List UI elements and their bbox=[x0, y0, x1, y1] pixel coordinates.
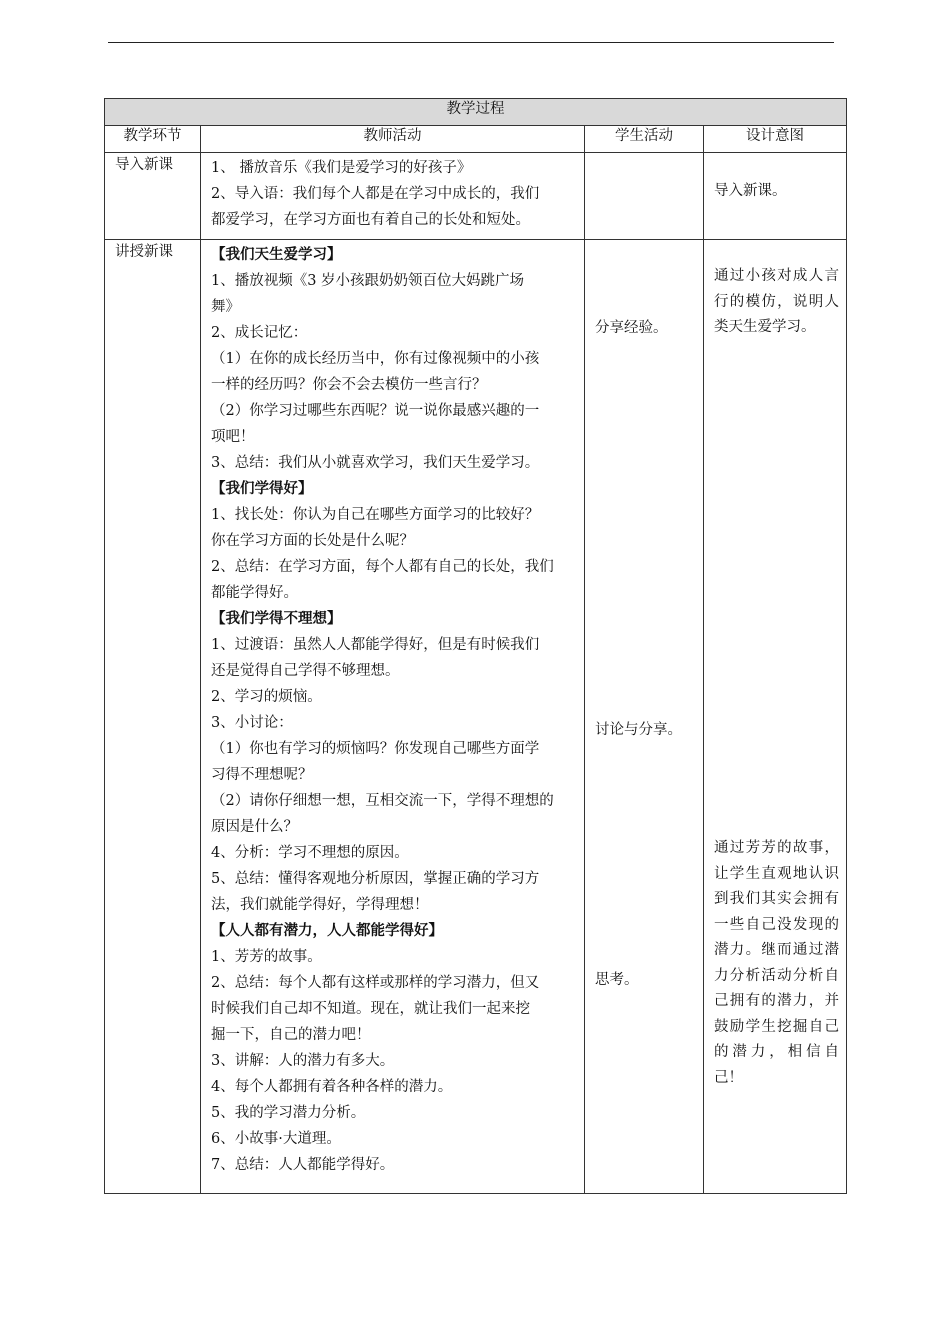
teacher-line: 7、总结：人人都能学得好。 bbox=[211, 1157, 395, 1173]
teacher-line: 你在学习方面的长处是什么呢？ bbox=[211, 533, 414, 549]
section-heading: 【人人都有潜力，人人都能学得好】 bbox=[211, 922, 443, 939]
section-heading: 【我们学得好】 bbox=[211, 480, 313, 497]
teacher-line: 1、找长处：你认为自己在哪些方面学习的比较好？ bbox=[211, 507, 540, 523]
header-stage: 教学环节 bbox=[105, 126, 201, 153]
teacher-line: 时候我们自己却不知道。现在，就让我们一起来挖 bbox=[211, 1001, 530, 1017]
table-row-intro bbox=[105, 153, 847, 240]
student-activity-text: 分享经验。 bbox=[595, 320, 668, 336]
teacher-line: 4、每个人都拥有着各种各样的潜力。 bbox=[211, 1079, 453, 1095]
design-intent-cell bbox=[704, 240, 847, 1194]
teacher-line: 原因是什么？ bbox=[211, 819, 298, 835]
teacher-line: （2）请你仔细想一想，互相交流一下，学得不理想的 bbox=[211, 793, 554, 809]
teacher-line: 习得不理想呢？ bbox=[211, 767, 313, 783]
teacher-line: 5、总结：懂得客观地分析原因，掌握正确的学习方 bbox=[211, 871, 540, 887]
section-heading: 【我们天生爱学习】 bbox=[211, 246, 342, 263]
teacher-line: （2）你学习过哪些东西呢？说一说你最感兴趣的一 bbox=[211, 403, 540, 419]
table-title-row bbox=[105, 99, 847, 126]
header-design-intent: 设计意图 bbox=[704, 126, 847, 153]
header-student-activity: 学生活动 bbox=[585, 126, 704, 153]
teacher-line: 2、总结：每个人都有这样或那样的学习潜力，但又 bbox=[211, 975, 540, 991]
teacher-line: 1、芳芳的故事。 bbox=[211, 949, 322, 965]
teacher-line: 都能学得好。 bbox=[211, 585, 298, 601]
teacher-line: 6、小故事·大道理。 bbox=[211, 1131, 341, 1147]
teacher-line: 舞》 bbox=[211, 299, 240, 315]
design-intent-cell bbox=[704, 153, 847, 240]
teacher-line: 1、 播放音乐《我们是爱学习的好孩子》 bbox=[211, 160, 472, 176]
design-intent-text: 导入新课。 bbox=[714, 183, 787, 199]
table-header-row bbox=[105, 126, 847, 153]
teacher-line: 2、学习的烦恼。 bbox=[211, 689, 322, 705]
design-intent-text: 通过芳芳的故事，让学生直观地认识到我们其实会拥有一些自己没发现的潜力。继而通过潜力分析活动分析自己拥有的潜力，并鼓励学生挖掘自己的潜力，相信自己！ bbox=[714, 840, 839, 1086]
teacher-activity-cell bbox=[201, 240, 585, 1194]
teacher-line: 1、播放视频《3 岁小孩跟奶奶领百位大妈跳广场 bbox=[211, 273, 525, 289]
stage-cell: 导入新课 bbox=[105, 153, 201, 240]
teacher-line: 3、总结：我们从小就喜欢学习，我们天生爱学习。 bbox=[211, 455, 540, 471]
teacher-line: 2、导入语：我们每个人都是在学习中成长的，我们 bbox=[211, 186, 540, 202]
teacher-line: （1）在你的成长经历当中，你有过像视频中的小孩 bbox=[211, 351, 540, 367]
table-row-new-lesson bbox=[105, 240, 847, 1194]
page-header-rule bbox=[108, 42, 834, 43]
teacher-line: 3、讲解：人的潜力有多大。 bbox=[211, 1053, 395, 1069]
teacher-line: 1、过渡语：虽然人人都能学得好，但是有时候我们 bbox=[211, 637, 540, 653]
stage-cell: 讲授新课 bbox=[105, 240, 201, 1194]
teacher-line: 2、总结：在学习方面，每个人都有自己的长处，我们 bbox=[211, 559, 554, 575]
student-activity-cell bbox=[585, 240, 704, 1194]
teacher-line: 还是觉得自己学得不够理想。 bbox=[211, 663, 400, 679]
teacher-line: 3、小讨论： bbox=[211, 715, 293, 731]
section-title: 教学过程 bbox=[105, 99, 847, 126]
header-teacher-activity: 教师活动 bbox=[201, 126, 585, 153]
student-activity-cell bbox=[585, 153, 704, 240]
teacher-line: 掘一下，自己的潜力吧！ bbox=[211, 1027, 371, 1043]
teacher-line: 5、我的学习潜力分析。 bbox=[211, 1105, 366, 1121]
design-intent-text: 通过小孩对成人言行的模仿，说明人类天生爱学习。 bbox=[714, 268, 839, 335]
student-activity-text: 讨论与分享。 bbox=[595, 722, 682, 738]
teacher-activity-cell bbox=[201, 153, 585, 240]
teacher-line: 法，我们就能学得好，学得理想！ bbox=[211, 897, 429, 913]
teacher-line: 都爱学习，在学习方面也有着自己的长处和短处。 bbox=[211, 212, 530, 228]
teacher-line: 项吧！ bbox=[211, 429, 255, 445]
student-activity-text: 思考。 bbox=[595, 972, 639, 988]
teacher-line: 2、成长记忆： bbox=[211, 325, 308, 341]
section-heading: 【我们学得不理想】 bbox=[211, 610, 342, 627]
teaching-process-table bbox=[104, 98, 847, 1194]
teacher-line: （1）你也有学习的烦恼吗？你发现自己哪些方面学 bbox=[211, 741, 540, 757]
teacher-line: 一样的经历吗？你会不会去模仿一些言行？ bbox=[211, 377, 487, 393]
teacher-line: 4、分析：学习不理想的原因。 bbox=[211, 845, 409, 861]
